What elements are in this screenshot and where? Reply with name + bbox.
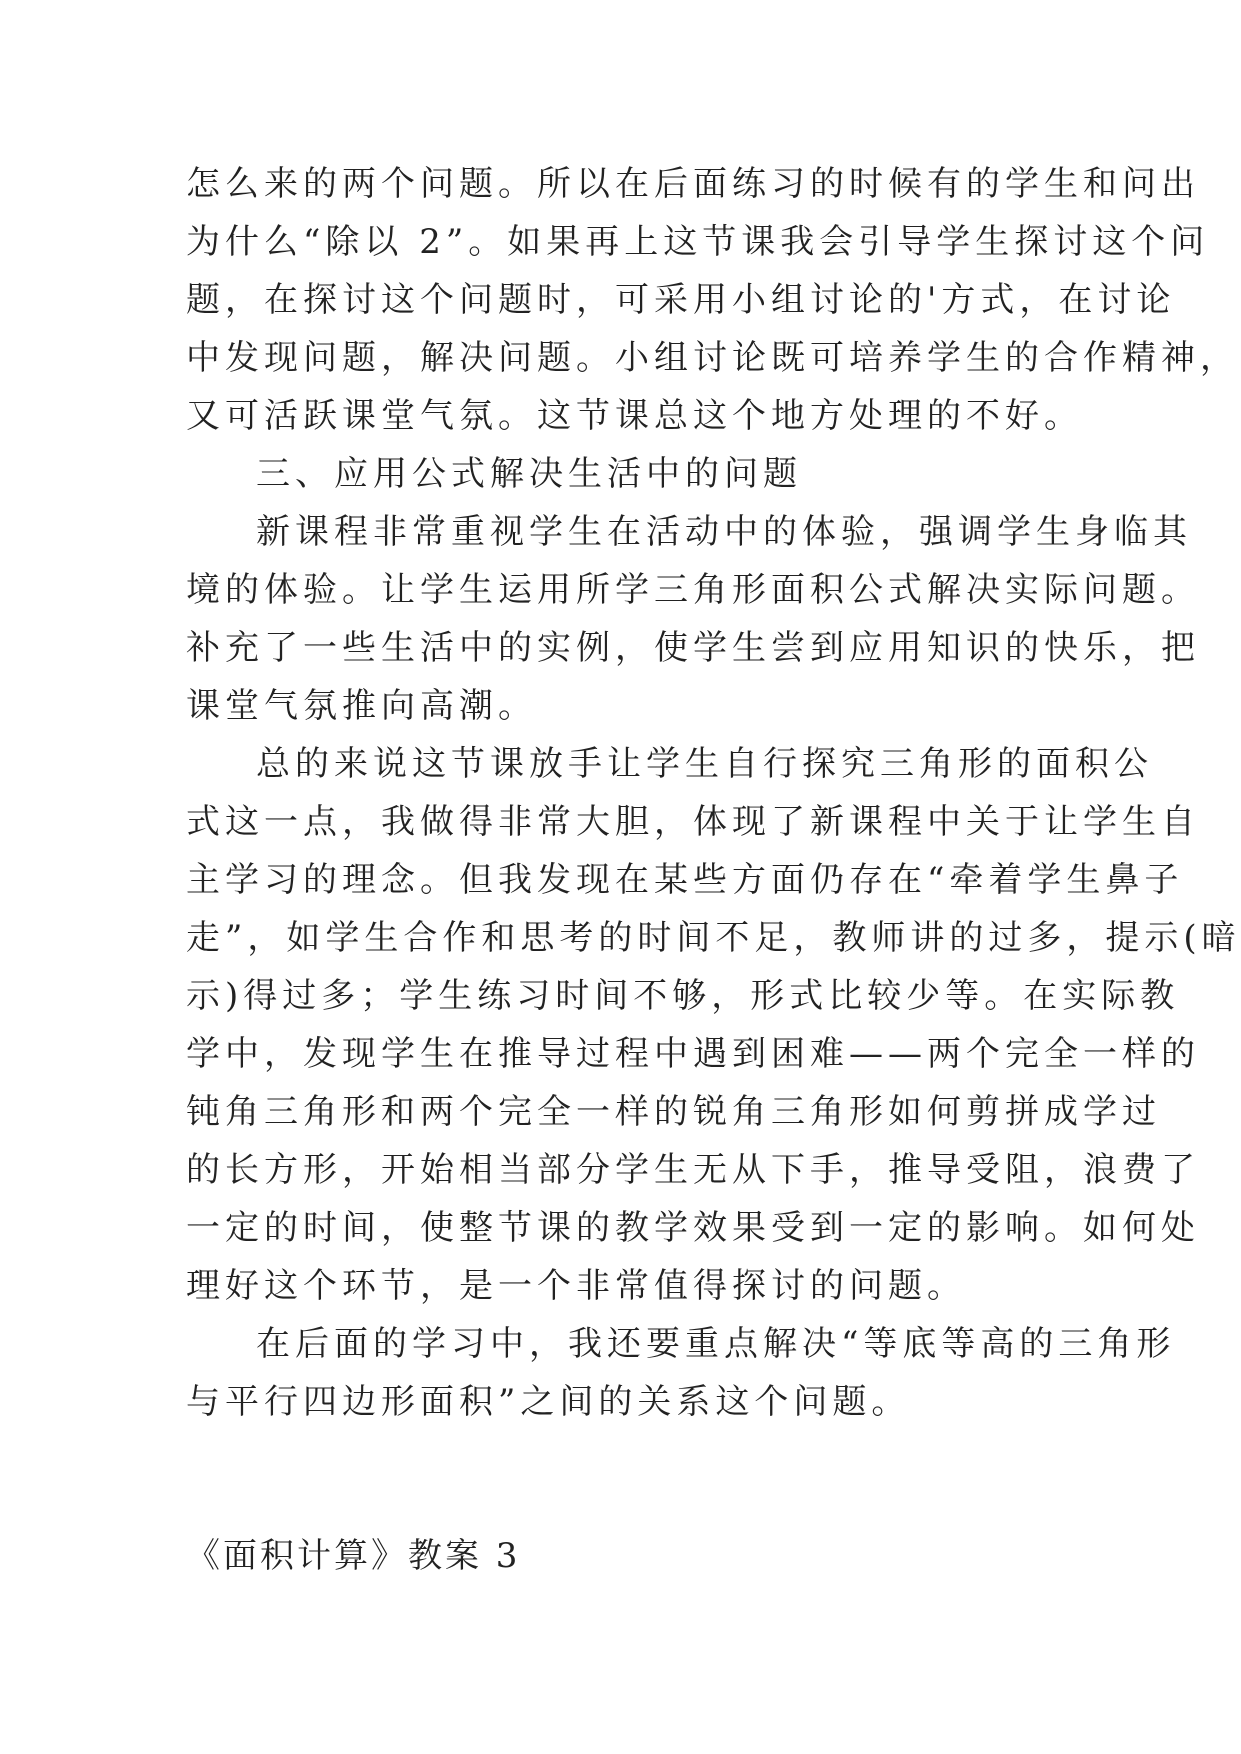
text-line: 的长方形，开始相当部分学生无从下手，推导受阻，浪费了 [186, 1150, 1200, 1190]
text-line: 题，在探讨这个问题时，可采用小组讨论的'方式，在讨论 [186, 280, 1176, 320]
text-line: 又可活跃课堂气氛。这节课总这个地方处理的不好。 [186, 396, 1083, 436]
text-line: 课堂气氛推向高潮。 [186, 686, 537, 726]
text-line: 与平行四边形面积”之间的关系这个问题。 [186, 1382, 911, 1422]
text-line: 补充了一些生活中的实例，使学生尝到应用知识的快乐，把 [186, 628, 1200, 668]
section-heading: 三、应用公式解决生活中的问题 [256, 454, 802, 494]
paragraph [186, 506, 1200, 738]
text-line: 钝角三角形和两个完全一样的锐角三角形如何剪拼成学过 [186, 1092, 1161, 1132]
text-line: 理好这个环节，是一个非常值得探讨的问题。 [186, 1266, 966, 1306]
text-line: 新课程非常重视学生在活动中的体验，强调学生身临其 [256, 512, 1192, 552]
text-line: 中发现问题，解决问题。小组讨论既可培养学生的合作精神， [186, 338, 1239, 378]
text-line: 境的体验。让学生运用所学三角形面积公式解决实际问题。 [186, 570, 1200, 610]
text-line: 走”，如学生合作和思考的时间不足，教师讲的过多，提示(暗 [186, 918, 1241, 958]
text-line: 式这一点，我做得非常大胆，体现了新课程中关于让学生自 [186, 802, 1200, 842]
text-line: 主学习的理念。但我发现在某些方面仍存在“牵着学生鼻子 [186, 860, 1184, 900]
paragraph [186, 1318, 1176, 1434]
text-line: 总的来说这节课放手让学生自行探究三角形的面积公 [256, 744, 1153, 784]
blank-line [186, 1434, 1066, 1492]
text-line: 为什么“除以 2”。如果再上这节课我会引导学生探讨这个问 [186, 222, 1210, 262]
paragraph [186, 738, 1241, 1318]
paragraph-continuation [186, 158, 1239, 448]
text-line: 学中，发现学生在推导过程中遇到困难——两个完全一样的 [186, 1034, 1200, 1074]
document-body [186, 158, 1241, 1588]
text-line: 一定的时间，使整节课的教学效果受到一定的影响。如何处 [186, 1208, 1200, 1248]
text-line: 在后面的学习中，我还要重点解决“等底等高的三角形 [256, 1324, 1176, 1364]
text-line: 示)得过多；学生练习时间不够，形式比较少等。在实际教 [186, 976, 1180, 1016]
text-line: 怎么来的两个问题。所以在后面练习的时候有的学生和问出 [186, 164, 1200, 204]
document-title: 《面积计算》教案 3 [186, 1536, 521, 1576]
